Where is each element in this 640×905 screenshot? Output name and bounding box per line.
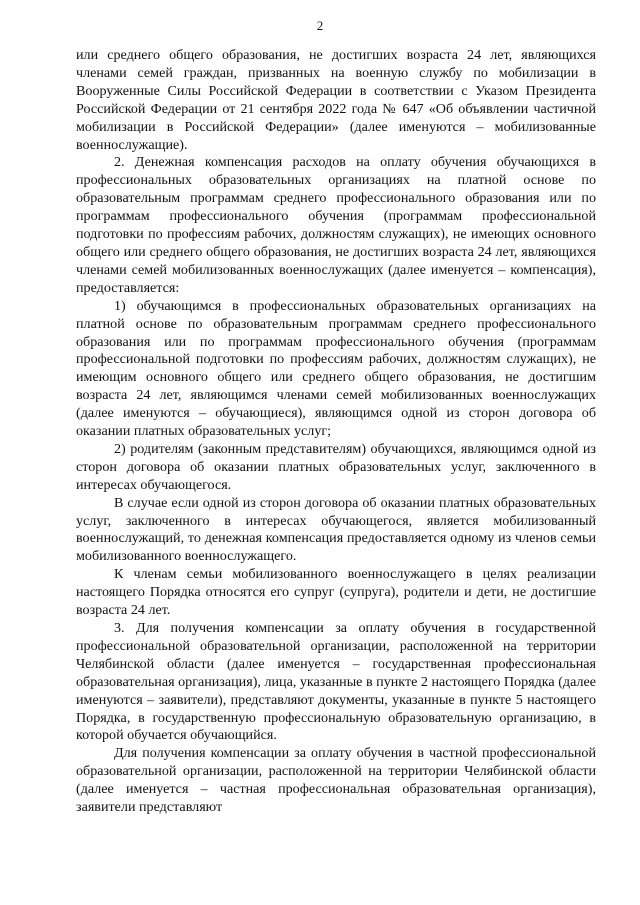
document-body xyxy=(76,47,596,817)
paragraph-6: К членам семьи мобилизованного военнослужащего в целях реализации настоящего Порядка относятся его супруг (супруга), родители и дети, не достигшие возраста 24 лет. xyxy=(76,566,596,619)
page-number: 2 xyxy=(316,18,324,33)
paragraph-7: 3. Для получения компенсации за оплату обучения в государственной профессиональной образовательной организации, расположенной на территории Челябинской области (далее именуется – государственная профессиональная образовательная организация), лица, указанные в пункте 2 настоящего Порядка (далее именуются – заявители), представляют документы, указанные в пункте 5 настоящего Порядка, в государственную профессиональную образовательную организацию, в которой обучается обучающийся. xyxy=(76,620,596,744)
paragraph-5: В случае если одной из сторон договора об оказании платных образовательных услуг, заключенного в интересах обучающегося, является мобилизованный военнослужащий, то денежная компенсация предоставляется одному из членов семьи мобилизованного военнослужащего. xyxy=(76,494,596,565)
paragraph-1: или среднего общего образования, не достигших возраста 24 лет, являющихся членами семей граждан, призванных на военную службу по мобилизации в Вооруженные Силы Российской Федерации в соответствии с Указом Президента Российской Федерации от 21 сентября 2022 года № 647 «Об объявлении частичной мобилизации в Российской Федерации» (далее именуются – мобилизованные военнослужащие). xyxy=(76,47,596,153)
paragraph-8: Для получения компенсации за оплату обучения в частной профессиональной образовательной организации, расположенной на территории Челябинской области (далее именуется – частная профессиональная образовательная организация), заявители представляют xyxy=(76,745,596,816)
paragraph-3: 1) обучающимся в профессиональных образовательных организациях на платной основе по образовательным программам среднего профессионального образования или по программам профессионального обучения (программам профессиональной подготовки по профессиям рабочих, должностям служащих), не имеющим основного общего или среднего общего образования, не достигшим возраста 24 лет, являющимся членами семей мобилизованных военнослужащих (далее именуются – обучающиеся), являющимся одной из сторон договора об оказании платных образовательных услуг; xyxy=(76,297,596,440)
paragraph-4: 2) родителям (законным представителям) обучающихся, являющимся одной из сторон договора об оказании платных образовательных услуг, заключенного в интересах обучающегося. xyxy=(76,440,596,493)
paragraph-2: 2. Денежная компенсация расходов на оплату обучения обучающихся в профессиональных образовательных организациях на платной основе по образовательным программам среднего профессионального образования или по программам профессионального обучения (программам профессиональной подготовки по профессиям рабочих, должностям служащих), не имеющих основного общего или среднего общего образования, не достигших возраста 24 лет, являющихся членами семей мобилизованных военнослужащих (далее именуется – компенсация), предоставляется: xyxy=(76,154,596,296)
